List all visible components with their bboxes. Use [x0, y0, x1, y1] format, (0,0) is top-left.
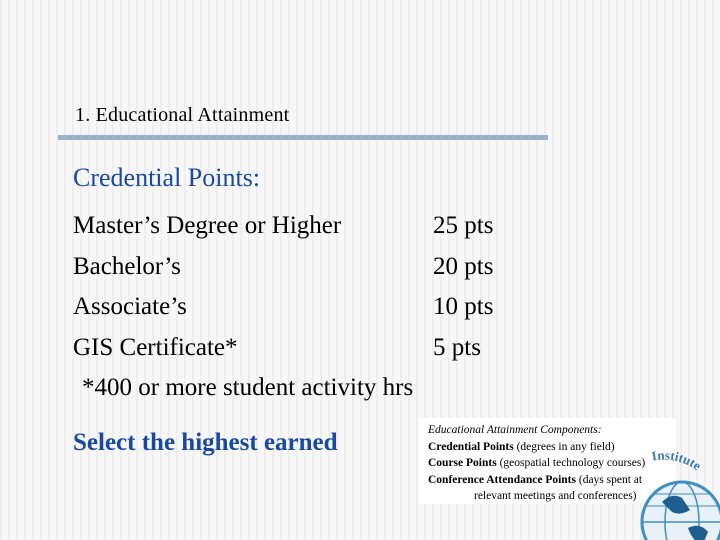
components-detail: (geospatial technology courses) [496, 457, 646, 469]
points-row [73, 293, 533, 334]
components-continuation: relevant meetings and conferences) [474, 490, 637, 502]
points-row [73, 212, 533, 253]
points-label: Bachelor’s [73, 252, 181, 280]
points-value: 20 pts [433, 252, 494, 280]
points-value: 10 pts [433, 293, 494, 320]
components-term: Course Points [428, 457, 497, 469]
components-detail: (degrees in any field) [513, 440, 615, 453]
logo-text: Institute [650, 447, 705, 474]
select-highest-note: Select the highest earned [73, 429, 338, 456]
points-row [73, 253, 533, 294]
components-term: Conference Attendance Points [428, 473, 576, 486]
components-term: Credential Points [428, 440, 514, 453]
credential-points-list [73, 212, 533, 374]
points-value: 25 pts [433, 212, 494, 239]
section-heading: 1. Educational Attainment [75, 104, 290, 126]
points-value: 5 pts [433, 333, 481, 361]
certificate-footnote: *400 or more student activity hrs [82, 374, 414, 401]
points-label: Associate’s [73, 293, 187, 320]
heading-divider [58, 135, 548, 140]
components-detail: (days spent at [576, 473, 643, 486]
points-label: GIS Certificate* [73, 333, 238, 361]
components-title: Educational Attainment Components: [428, 424, 602, 436]
institute-logo [618, 436, 720, 540]
points-label: Master’s Degree or Higher [73, 212, 342, 239]
points-row [73, 334, 533, 375]
credential-points-title: Credential Points: [73, 163, 261, 192]
